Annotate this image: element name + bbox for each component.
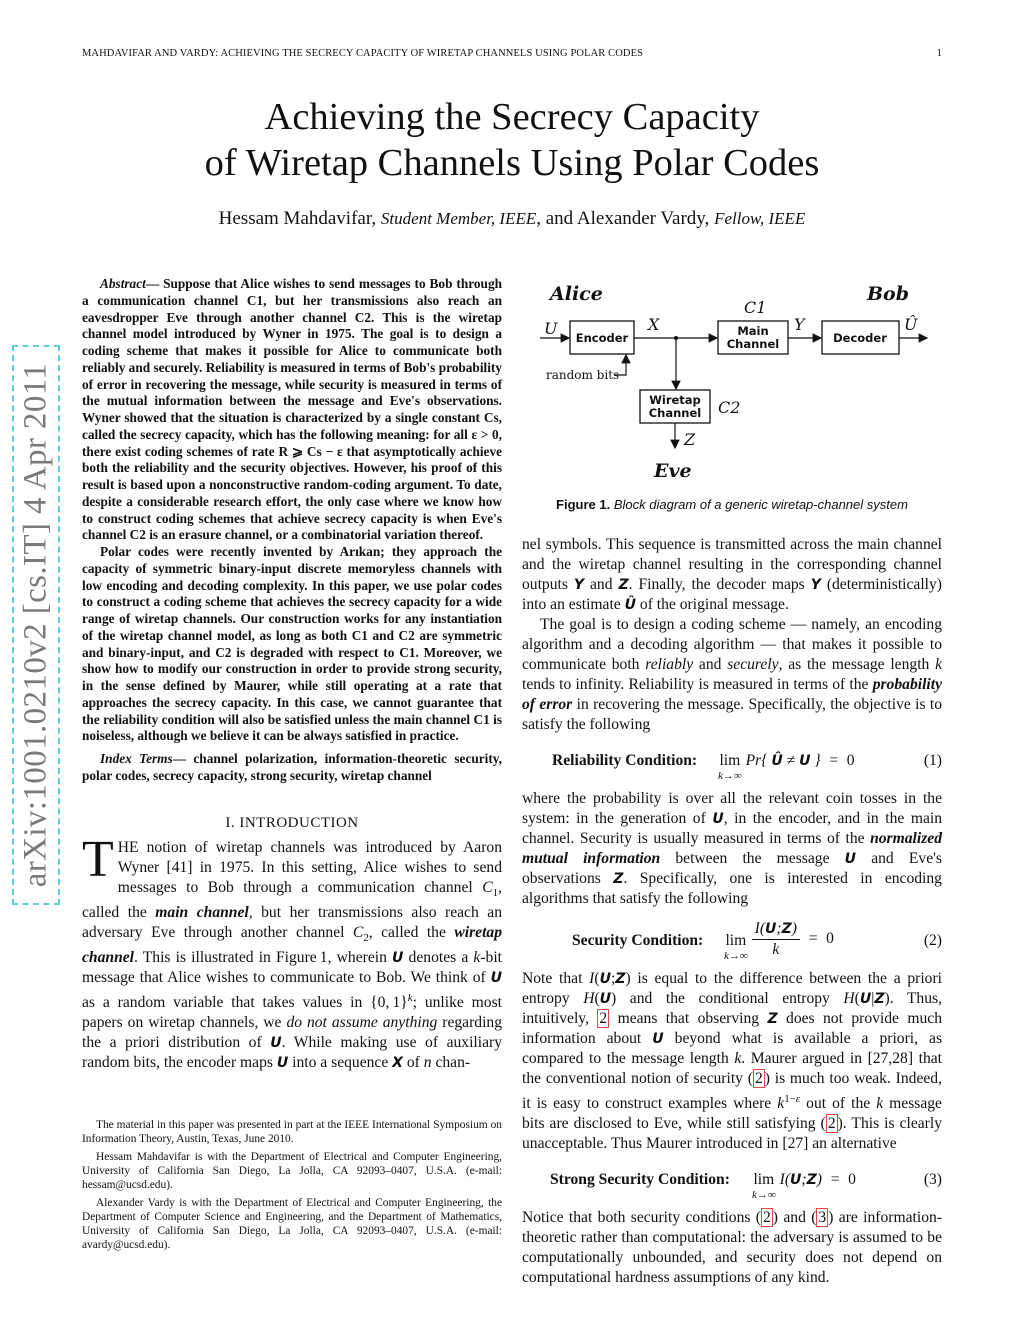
- arxiv-stamp: [12, 345, 60, 905]
- eve-label: Eve: [654, 460, 692, 482]
- eq2-number: (2): [923, 932, 942, 949]
- left-column: [82, 276, 502, 1073]
- eq2-body: lim k→∞ $\frac{I(U;Z)}{k}$ = 0: [724, 920, 834, 962]
- index-terms-label: Index Terms: [100, 751, 173, 766]
- intro-paragraph-1-cont: nel symbols. This sequence is transmitted across the main channel and the wiretap channel resulting in the corresponding channel outputs Y and Z. Finally, the decoder maps Y (deterministically) into an estimate Û of the original message.: [522, 536, 942, 613]
- index-terms: channel polarization, information-theoretic security, polar codes, secrecy capacity, strong security, wiretap channel: [82, 751, 502, 783]
- wiretap-label-1: Wiretap: [649, 393, 701, 407]
- u-hat-label: Û: [904, 315, 918, 334]
- footnote-1: The material in this paper was presented in part at the IEEE International Symposium on Information Theory, Austin, Texas, June 2010.: [82, 1119, 502, 1145]
- title-line-2: of Wiretap Channels Using Polar Codes: [204, 142, 820, 184]
- main-channel-label-1: Main: [737, 324, 769, 338]
- right-column: [522, 535, 942, 1288]
- eq3-number: (3): [923, 1171, 942, 1189]
- random-bits-label: random bits: [546, 368, 620, 382]
- abstract-paragraph-2: Polar codes were recently invented by Arıkan; they approach the capacity of symmetric binary-input discrete memoryless channels with low encoding and decoding complexity. In this paper, we use polar codes to construct a coding scheme that achieves the secrecy capacity for a wide range of wiretap channels. Our construction works for any instantiation of the wiretap channel model, as long as both C1 and C2 are symmetric and binary-input, and C2 is degraded with respect to C1. Moreover, we show how to modify our construction in order to provide strong security, in the sense defined by Maurer, while still operating at a rate that approaches the secrecy capacity. In this case, we cannot guarantee that the reliability condition will also be satisfied unless the main channel C1 is noiseless, although we believe it can be always satisfied in practice.: [82, 544, 502, 744]
- equation-2: [522, 917, 942, 963]
- z-label: Z: [684, 430, 696, 449]
- y-label: Y: [794, 315, 805, 334]
- author-line: [0, 208, 1024, 230]
- c2-label: C2: [718, 398, 741, 417]
- intro-paragraph-5: Notice that both security conditions ( 2 ) and ( 3 ) are information-theoretic rather than computational: the adversary is assumed to be computationally unbounded, and security does not depend on computational hardness assumptions of any kind.: [522, 1209, 942, 1287]
- figure-1: [522, 276, 942, 521]
- drop-cap: T: [82, 830, 114, 888]
- footnote-2: Hessam Mahdavifar is with the Department of Electrical and Computer Engineering, University of California San Diego, La Jolla, CA 92093–0407, U.S.A. (e-mail: hessam@ucsd.edu).: [82, 1151, 502, 1191]
- author-2-role: Fellow, IEEE: [714, 209, 806, 228]
- main-channel-label-2: Channel: [726, 337, 780, 351]
- c1-label: C1: [744, 298, 767, 317]
- figure-caption: [522, 497, 942, 512]
- equation-1: [522, 743, 942, 783]
- abstract-paragraph-1: Suppose that Alice wishes to send messages to Bob through a communication channel C1, but her transmissions also reach an eavesdropper Eve through another channel C2. This is the wiretap channel model introduced by Wyner in 1975. The goal is to design a coding scheme that makes it possible for Alice to communicate both reliably and securely. Reliability is measured in terms of Bob's probability of error in recovering the message, while security is measured in terms of the mutual information between the message and Eve's observations. Wyner showed that the situation is characterized by a single constant Cs, called the secrecy capacity, which has the following meaning: for all ε > 0, there exist coding schemes of rate R ⩾ Cs − ε that asymptotically achieve both the reliability and the security objectives. However, his proof of this result is based upon a nonconstructive random-coding argument. To date, despite a considerable research effort, the only case where we know how to construct coding schemes that achieve secrecy capacity is when Eve's channel C2 is an erasure channel, or a combinatorial variation thereof.: [82, 276, 502, 543]
- eq3-label: Strong Security Condition:: [550, 1171, 730, 1189]
- abstract-label: Abstract: [100, 276, 146, 291]
- alice-label: Alice: [550, 283, 603, 305]
- eq2-label: Security Condition:: [572, 932, 704, 949]
- x-label: X: [648, 315, 660, 334]
- intro-left: [82, 830, 503, 1073]
- author-1: Hessam Mahdavifar,: [218, 208, 377, 229]
- intro-paragraph-1: THE notion of wiretap channels was introduced by Aaron Wyner [41] in 1975. In this setting, Alice wishes to send messages to Bob through a communication channel $C_1$, called the main channel, but her transmissions also reach an adversary Eve through another channel $C_2$, called the wiretap channel. This is illustrated in Figure 1, wherein U denotes a k-bit message that Alice wishes to communicate to Bob. We think of U as a random variable that takes values in {0, 1}$^k$; unlike most papers on wiretap channels, we do not assume anything regarding the a priori distribution of U. While making use of auxiliary random bits, the encoder maps U into a sequence X of n chan-: [82, 830, 503, 1071]
- paper-title: [0, 94, 1024, 186]
- eq1-number: (1): [923, 752, 942, 769]
- block-diagram: [522, 276, 942, 491]
- bob-label: Bob: [867, 283, 910, 305]
- equation-3: [522, 1162, 942, 1202]
- title-line-1: Achieving the Secrecy Capacity: [264, 96, 760, 138]
- footnote-3: Alexander Vardy is with the Department of Electrical and Computer Engineering, the Department of Computer Science and Engineering, and the Department of Mathematics, University of California San Diego, La Jolla, CA 92093–0407, U.S.A. (e-mail: avardy@ucsd.edu).: [82, 1197, 502, 1251]
- author-1-role: Student Member, IEEE: [380, 209, 537, 228]
- wiretap-label-2: Channel: [648, 406, 702, 420]
- running-title: MAHDAVIFAR AND VARDY: ACHIEVING THE SECRECY CAPACITY OF WIRETAP CHANNELS USING POLAR CODES: [82, 48, 644, 59]
- figure-caption-label: Figure 1.: [556, 497, 611, 512]
- author-connector: , and Alexander Vardy,: [536, 208, 710, 229]
- eq1-label: Reliability Condition:: [552, 752, 698, 769]
- intro-paragraph-4: Note that I(U;Z) is equal to the difference between the a priori entropy H(U) and the conditional entropy H(U|Z). Thus, intuitively, 2 means that observing Z does not provide much information about U beyond what is available a priori, as compared to the message length k. Maurer argued in [27,28] that the conventional notion of security ( 2 ) is much too weak. Indeed, it is easy to construct examples where $k^{1-\varepsilon}$ out of the k message bits are disclosed to Eve, while still satisfying ( 2 ). This is clearly unacceptable. Thus Maurer introduced in [27] an alternative: [522, 970, 943, 1153]
- u-label: U: [544, 319, 558, 338]
- page-number: 1: [936, 48, 942, 59]
- eq1-body: lim k→∞ Pr{ Û ≠ U } = 0: [718, 752, 855, 782]
- section-heading-introduction: I. INTRODUCTION: [225, 814, 359, 831]
- encoder-label: Encoder: [575, 331, 629, 345]
- figure-caption-text: Block diagram of a generic wiretap-channel system: [613, 497, 908, 512]
- eq3-body: lim k→∞ I(U;Z) = 0: [752, 1171, 856, 1202]
- intro-paragraph-3: where the probability is over all the relevant coin tosses in the system: in the generation of U, in the encoder, and in the main channel. Security is usually measured in terms of the normalized mutual information between the message U and Eve's observations Z. Specifically, one is interested in encoding algorithms that satisfy the following: [522, 790, 942, 907]
- footnotes: [82, 1118, 502, 1256]
- running-header: [82, 48, 942, 64]
- arxiv-id: arXiv:1001.0210v2 [cs.IT] 4 Apr 2011: [17, 362, 54, 888]
- intro-paragraph-2: The goal is to design a coding scheme — namely, an encoding algorithm and a decoding algorithm — that makes it possible to communicate both reliably and securely, as the message length k tends to infinity. Reliability is measured in terms of the probability of error in recovering the message. Specifically, the objective is to satisfy the following: [522, 616, 942, 733]
- decoder-label: Decoder: [833, 331, 887, 345]
- abstract: Abstract— Suppose that Alice wishes to send messages to Bob through a communication channel C1, but her transmissions also reach an eavesdropper Eve through another channel C2. This is the wiretap channel model introduced by Wyner in 1975. The goal is to design a coding scheme that makes it possible for Alice to communicate both reliably and securely. Reliability is measured in terms of Bob's probability of error in recovering the message, while security is measured in terms of the mutual information between the message and Eve's observations. Wyner showed that the situation is characterized by a single constant Cs, called the secrecy capacity, which has the following meaning: for all ε > 0, there exist coding schemes of rate R ⩾ Cs − ε that asymptotically achieve both the reliability and the security objectives. However, his proof of this result is based upon a nonconstructive random-coding argument. To date, despite a considerable research effort, the only case where we know how to construct coding schemes that achieve secrecy capacity is when Eve's channel C2 is an erasure channel, or a combinatorial variation thereof. Polar codes were recently invented by Arıkan; they approach the capacity of symmetric binary-input discrete memoryless channels with low encoding and decoding complexity. In this paper, we use polar codes to construct a coding scheme that achieves the secrecy capacity for a wide range of wiretap channels. Our construction works for any instantiation of the wiretap channel model, as long as both C1 and C2 are symmetric and binary-input, and C2 is degraded with respect to C1. Moreover, we show how to modify our construction in order to provide strong security, in the sense defined by Maurer, while still operating at a rate that approaches the secrecy capacity. In this case, we cannot guarantee that the reliability condition will also be satisfied unless the main channel C1 is noiseless, although we believe it can be always satisfied in practice. Index Terms— channel polarization, information-theoretic security, polar codes, secrecy capacity, strong security, wiretap channel: [82, 276, 502, 783]
